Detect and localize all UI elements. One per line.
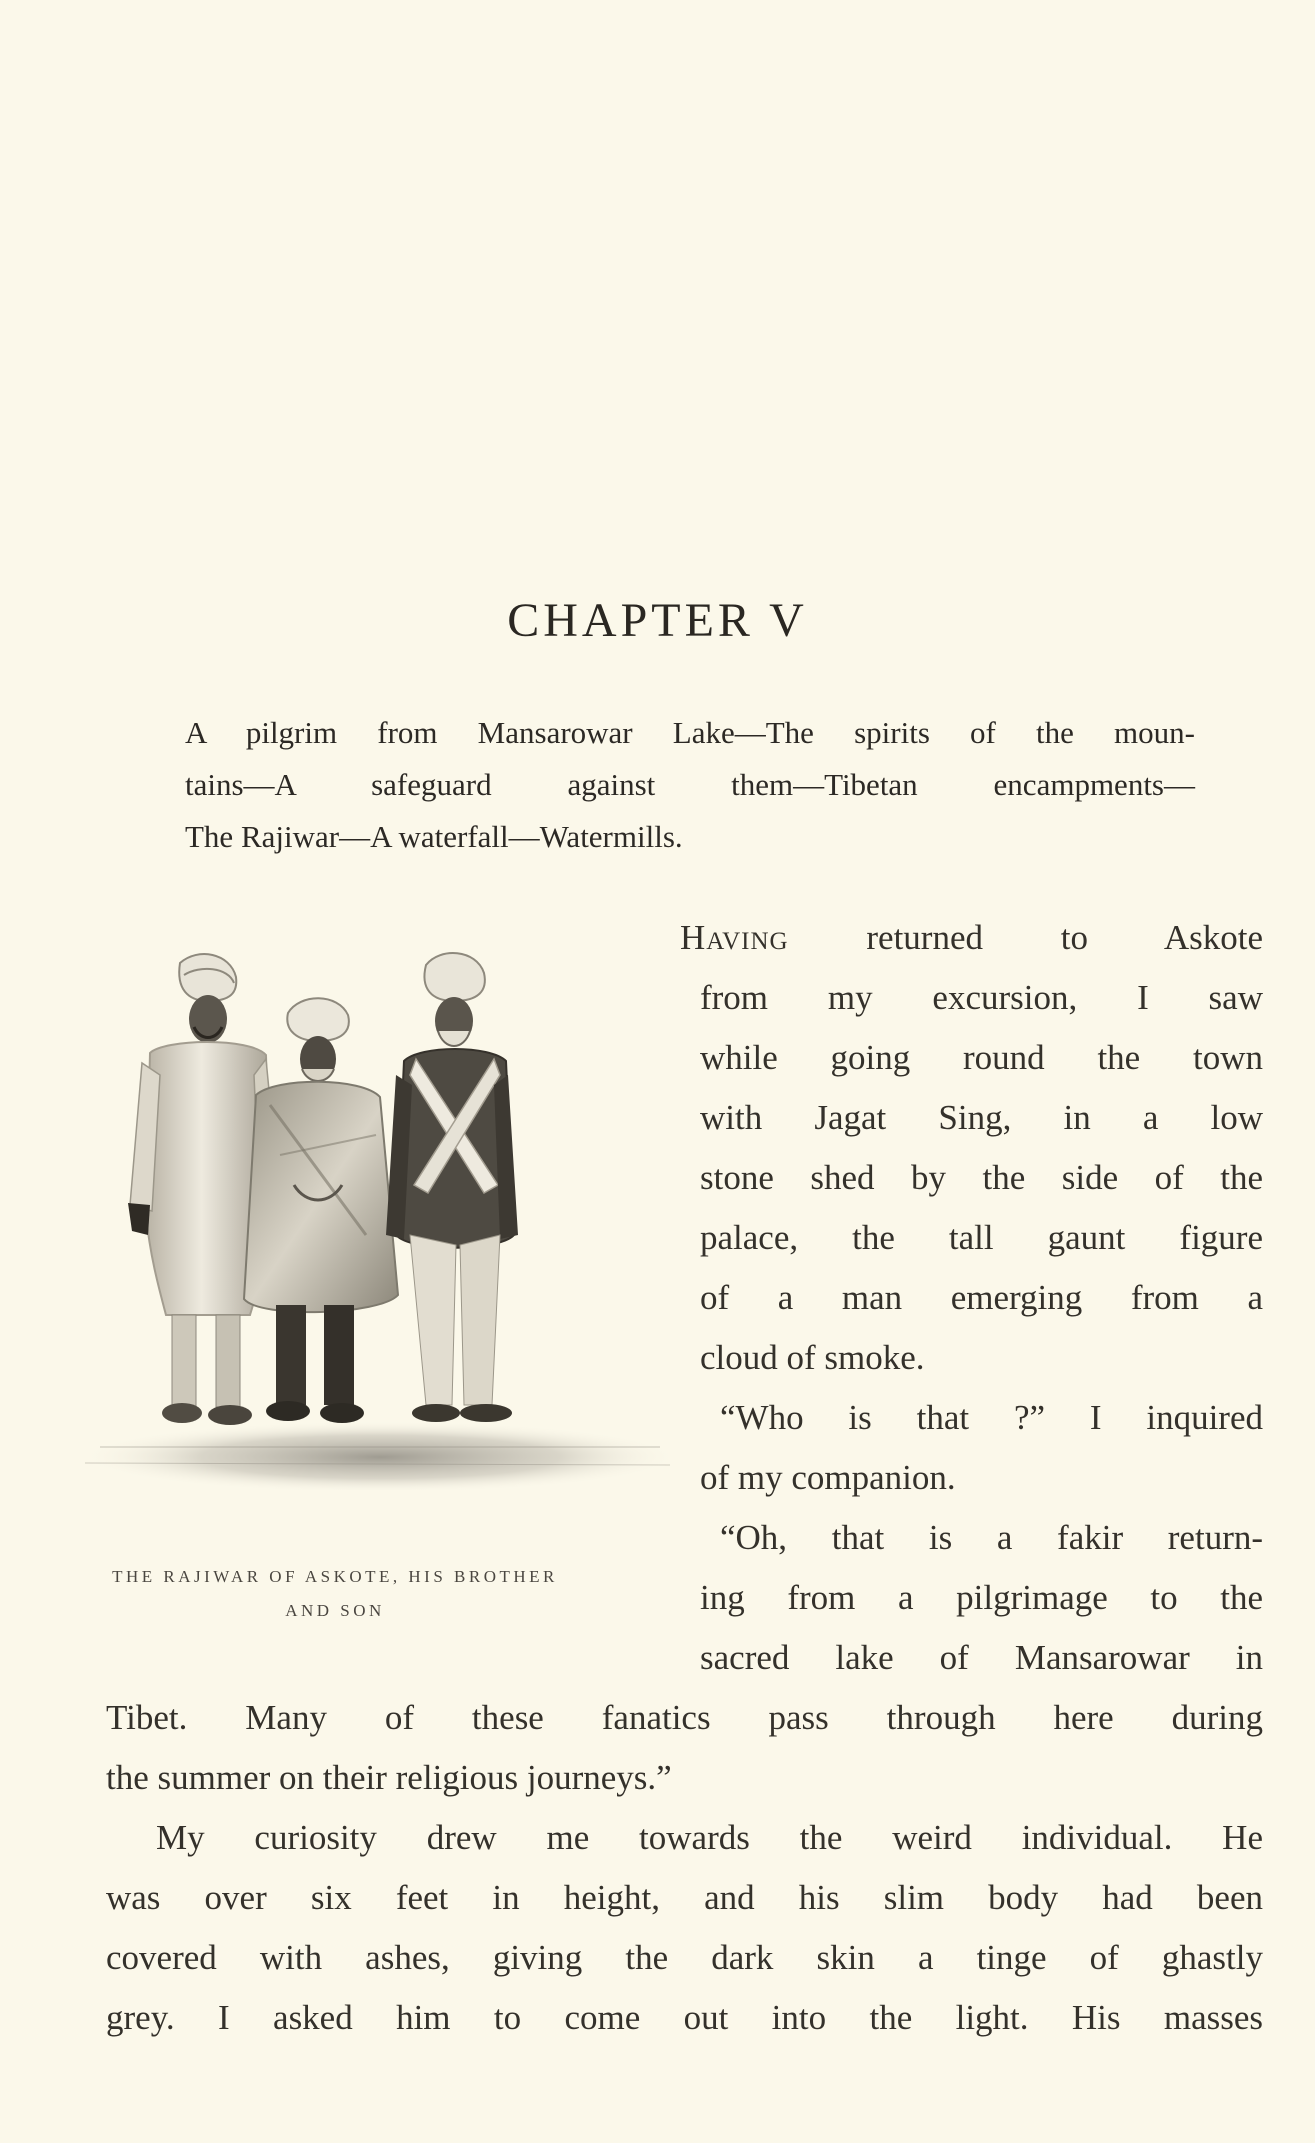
body-line-text: returned to Askote (866, 918, 1263, 957)
synopsis-line: A pilgrim from Mansarowar Lake—The spirits of the moun- (185, 715, 1195, 750)
body-line: cloud of smoke. (700, 1338, 925, 1377)
synopsis-line: tains—A safeguard against them—Tibetan encampments— (185, 767, 1195, 802)
synopsis-line: The Rajiwar—A waterfall—Watermills. (185, 819, 683, 854)
body-line: ing from a pilgrimage to the (700, 1578, 1263, 1617)
body-line: covered with ashes, giving the dark skin a tinge of ghastly (106, 1938, 1263, 1977)
body-line: while going round the town (700, 1038, 1263, 1077)
body-line (680, 918, 1263, 958)
body-line: grey. I asked him to come out into the light. His masses (106, 1998, 1263, 2037)
body-line: “Who is that ?” I inquired (720, 1398, 1263, 1437)
body-line: stone shed by the side of the (700, 1158, 1263, 1197)
body-line: sacred lake of Mansarowar in (700, 1638, 1263, 1677)
body-line: “Oh, that is a fakir return- (720, 1518, 1263, 1557)
body-line: of my companion. (700, 1458, 956, 1497)
body-line: of a man emerging from a (700, 1278, 1263, 1317)
body-line: was over six feet in height, and his slim body had been (106, 1878, 1263, 1917)
body-line: with Jagat Sing, in a low (700, 1098, 1263, 1137)
body-line: My curiosity drew me towards the weird individual. He (156, 1818, 1263, 1857)
chapter-heading: CHAPTER V (507, 594, 808, 647)
body-line: from my excursion, I saw (700, 978, 1263, 1017)
caption-line: AND SON (285, 1601, 385, 1620)
body-line: Tibet. Many of these fanatics pass through here during (106, 1698, 1263, 1737)
caption-line: THE RAJIWAR OF ASKOTE, HIS BROTHER (112, 1567, 558, 1586)
body-line: the summer on their religious journeys.” (106, 1758, 672, 1797)
dropcap-word: Having (680, 918, 789, 957)
body-line: palace, the tall gaunt figure (700, 1218, 1263, 1257)
